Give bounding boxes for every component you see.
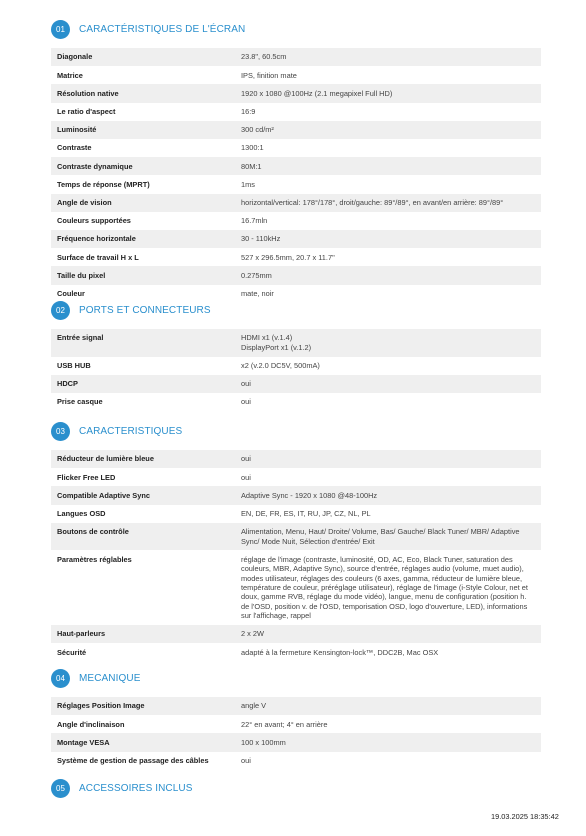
spec-value: Alimentation, Menu, Haut/ Droite/ Volume, Bas/ Gauche/ Black Tuner/ MBR/ Adaptive Sync/ Mode Nuit, Sélection d'entrée/ Exit — [235, 523, 541, 551]
spec-row — [51, 357, 541, 375]
spec-label: Contraste — [57, 143, 92, 153]
spec-label: Langues OSD — [57, 508, 106, 518]
spec-value: Adaptive Sync - 1920 x 1080 @48-100Hz — [235, 486, 541, 504]
spec-row — [51, 697, 541, 715]
spec-value: 1ms — [241, 179, 255, 189]
section-header — [51, 18, 541, 40]
spec-row — [51, 266, 541, 284]
spec-value: IPS, finition mate — [241, 70, 297, 80]
spec-row — [51, 66, 541, 84]
spec-table — [51, 329, 541, 411]
spec-row — [51, 468, 541, 486]
spec-label: Boutons de contrôle — [51, 523, 235, 551]
section-title: CARACTERISTIQUES — [79, 425, 183, 437]
section-number-badge: 05 — [51, 779, 70, 798]
spec-row — [51, 752, 541, 770]
spec-row — [51, 230, 541, 248]
spec-row — [51, 486, 541, 504]
spec-row — [51, 194, 541, 212]
spec-label: Flicker Free LED — [57, 472, 116, 482]
section-ports — [51, 299, 541, 411]
spec-value: oui — [241, 755, 251, 765]
spec-label: Résolution native — [51, 84, 235, 102]
spec-row — [51, 715, 541, 733]
spec-label: Le ratio d'aspect — [57, 106, 116, 116]
spec-row — [51, 248, 541, 266]
spec-label: Prise casque — [57, 397, 103, 407]
spec-label: Réducteur de lumière bleue — [51, 450, 235, 468]
spec-row — [51, 523, 541, 551]
spec-row — [51, 450, 541, 468]
spec-value: 30 - 110kHz — [235, 230, 541, 248]
print-timestamp: 19.03.2025 18:35:42 — [491, 812, 559, 821]
spec-value: 1300:1 — [241, 143, 264, 153]
spec-value: horizontal/vertical: 178°/178°, droit/gauche: 89°/89°, en avant/en arrière: 89°/89° — [235, 194, 541, 212]
section-number-badge: 03 — [51, 422, 70, 441]
spec-row — [51, 643, 541, 661]
spec-value: 2 x 2W — [235, 625, 541, 643]
spec-label: Surface de travail H x L — [57, 252, 139, 262]
section-number-badge: 02 — [51, 301, 70, 320]
spec-row — [51, 103, 541, 121]
spec-row — [51, 550, 541, 625]
section-title: CARACTÉRISTIQUES DE L'ÉCRAN — [79, 23, 246, 35]
spec-row — [51, 375, 541, 393]
section-features — [51, 420, 541, 661]
spec-row — [51, 121, 541, 139]
section-accessories — [51, 777, 193, 799]
spec-label: Matrice — [57, 70, 83, 80]
spec-row — [51, 84, 541, 102]
spec-label: Temps de réponse (MPRT) — [57, 179, 150, 189]
spec-label: Contraste dynamique — [51, 157, 235, 175]
spec-value: mate, noir — [241, 288, 274, 298]
spec-label: Entrée signal — [51, 329, 235, 357]
spec-value: 0.275mm — [235, 266, 541, 284]
section-title: PORTS ET CONNECTEURS — [79, 304, 211, 316]
spec-value: 527 x 296.5mm, 20.7 x 11.7" — [241, 252, 335, 262]
spec-value: oui — [241, 472, 251, 482]
spec-label: Couleurs supportées — [57, 216, 131, 226]
spec-value: réglage de l'image (contraste, luminosité, OD, AC, Eco, Black Tuner, saturation des couleurs, MBR, Adaptive Sync), source d'entrée, réglages audio (volume, muet audio), modes utilisateur, réglages des couleurs (6 axes, gamma, réducteur de lumière bleue, température de couleur, préréglage utilisateur), réglage de l'image (i-Style Colour, net et doux, gamme RVB, réglage du mode vidéo), langue, menu de configuration (position h. de l'OSD, position v. de l'OSD, temporisation OSD, logo d'ouverture, LED), informations sur l'affichage, rappel — [241, 554, 528, 621]
spec-label: Sécurité — [57, 647, 87, 657]
spec-row — [51, 175, 541, 193]
spec-value: 1920 x 1080 @100Hz (2.1 megapixel Full HD) — [235, 84, 541, 102]
spec-value: 100 x 100mm — [235, 733, 541, 751]
spec-value: x2 (v.2.0 DC5V, 500mA) — [241, 360, 320, 370]
spec-table — [51, 48, 541, 303]
spec-row — [51, 48, 541, 66]
section-header — [51, 667, 541, 689]
spec-label: Angle d'inclinaison — [57, 719, 125, 729]
section-header — [51, 299, 541, 321]
section-header — [51, 420, 541, 442]
spec-row — [51, 212, 541, 230]
spec-table — [51, 450, 541, 661]
spec-value: 23.8", 60.5cm — [235, 48, 541, 66]
spec-value: oui — [241, 397, 251, 407]
section-number-badge: 04 — [51, 669, 70, 688]
section-mechanical — [51, 667, 541, 770]
spec-table — [51, 697, 541, 770]
section-title: MECANIQUE — [79, 672, 141, 684]
spec-value: HDMI x1 (v.1.4) DisplayPort x1 (v.1.2) — [235, 329, 541, 357]
spec-value: 22° en avant; 4° en arrière — [241, 719, 328, 729]
section-number-badge: 01 — [51, 20, 70, 39]
spec-row — [51, 139, 541, 157]
spec-row — [51, 329, 541, 357]
spec-label: Couleur — [57, 288, 85, 298]
spec-label: HDCP — [51, 375, 235, 393]
spec-label: Diagonale — [51, 48, 235, 66]
spec-label: Compatible Adaptive Sync — [51, 486, 235, 504]
spec-label: Système de gestion de passage des câbles — [57, 755, 209, 765]
spec-value: EN, DE, FR, ES, IT, RU, JP, CZ, NL, PL — [241, 508, 371, 518]
spec-value: 300 cd/m² — [235, 121, 541, 139]
spec-value: oui — [235, 450, 541, 468]
spec-value: 80M:1 — [235, 157, 541, 175]
spec-label: Taille du pixel — [51, 266, 235, 284]
section-title: ACCESSOIRES INCLUS — [79, 782, 193, 794]
spec-value: oui — [235, 375, 541, 393]
spec-value: angle V — [235, 697, 541, 715]
section-display — [51, 18, 541, 303]
spec-value: adapté à la fermeture Kensington-lock™, DDC2B, Mac OSX — [241, 647, 439, 657]
spec-label: Réglages Position Image — [51, 697, 235, 715]
spec-label: Paramètres réglables — [57, 554, 132, 564]
spec-row — [51, 625, 541, 643]
spec-label: USB HUB — [57, 360, 91, 370]
spec-value: 16.7mln — [241, 216, 268, 226]
spec-label: Angle de vision — [51, 194, 235, 212]
spec-row — [51, 505, 541, 523]
spec-label: Fréquence horizontale — [51, 230, 235, 248]
spec-label: Montage VESA — [51, 733, 235, 751]
spec-row — [51, 157, 541, 175]
spec-value: 16:9 — [241, 106, 256, 116]
spec-row — [51, 733, 541, 751]
spec-label: Haut-parleurs — [51, 625, 235, 643]
spec-label: Luminosité — [51, 121, 235, 139]
spec-row — [51, 393, 541, 411]
section-header — [51, 777, 193, 799]
